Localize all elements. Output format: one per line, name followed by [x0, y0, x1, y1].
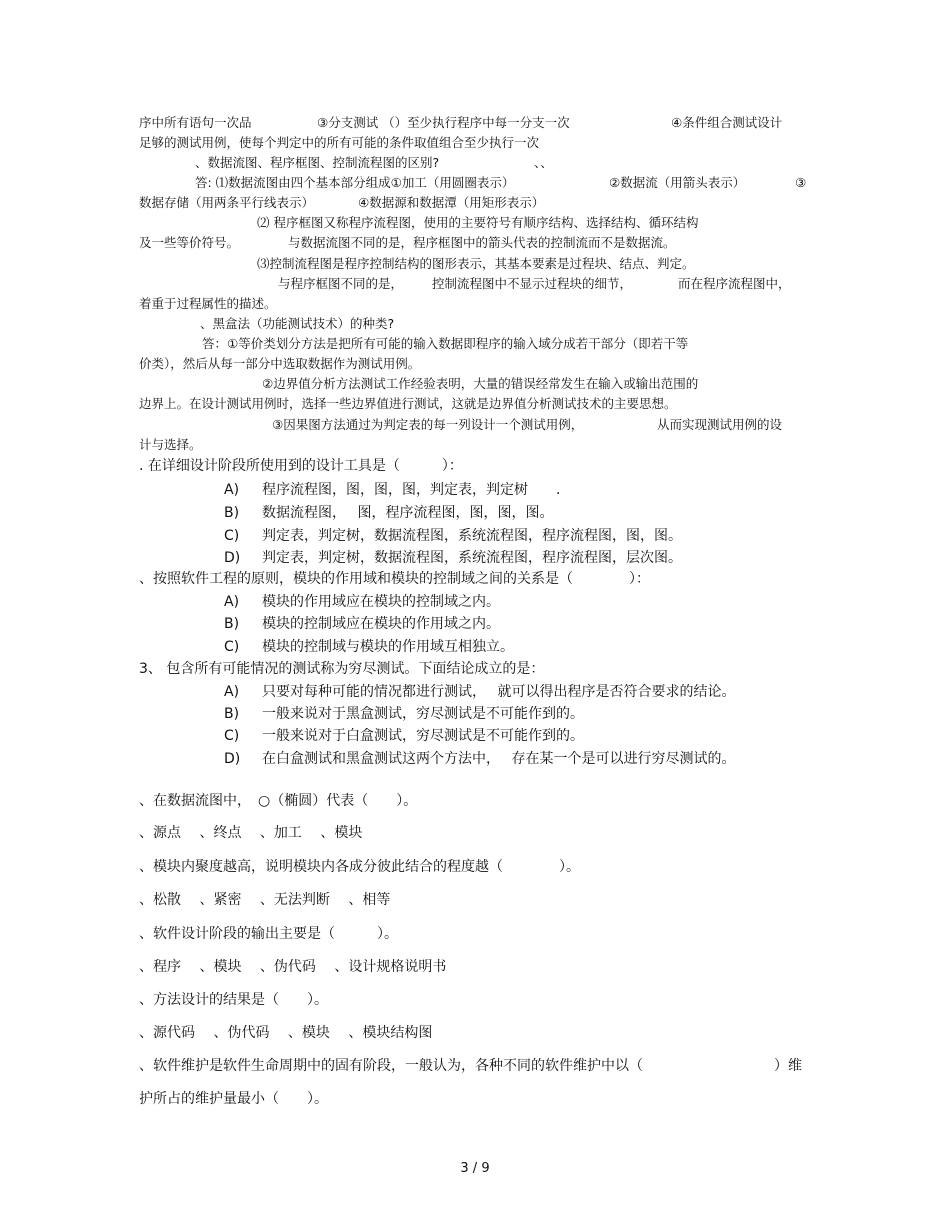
question-1-option-text: 程序流程图，图，图，图，判定表，判定树 .: [262, 482, 561, 498]
question-3-option-text: 在白盒测试和黑盒测试这两个方法中， 存在某一个是可以进行穷尽测试的。: [262, 751, 736, 767]
note-line-15: 边界上。在设计测试用例时，选择一些边界值进行测试，这就是边界值分析测试技术的主要思想。: [139, 396, 677, 411]
question-1-option-label: D): [224, 550, 241, 566]
question-2-option-text: 模块的作用域应在模块的控制域之内。: [262, 594, 500, 610]
note-line-4a: 答: ⑴数据流图由四个基本部分组成①加工（用圆圈表示）: [195, 175, 515, 190]
note-line-10: 着重于过程属性的描述。: [139, 296, 277, 311]
question-2-option-text: 模块的控制域与模块的作用域互相独立。: [262, 639, 514, 655]
note-line-5a: 数据存储（用两条平行线表示）: [139, 195, 315, 210]
question-3-option-label: D): [224, 751, 241, 767]
question-2-option-label: B): [224, 616, 240, 632]
note-line-7b: 与数据流图不同的是，程序框图中的箭头代表的控制流而不是数据流。: [288, 235, 676, 250]
question-3-option-text: 一般来说对于白盒测试，穷尽测试是不可能作到的。: [262, 728, 584, 744]
question-2-option-text: 模块的控制域应在模块的作用域之内。: [262, 616, 500, 632]
question-2-option-label: C): [224, 639, 240, 655]
question-1-stem: . 在详细设计阶段所使用到的设计工具是（ ）：: [139, 458, 463, 474]
page-number: 3 / 9: [460, 1161, 490, 1176]
question-8-stem-cont: 护所占的维护量最小（ ）。: [139, 1091, 328, 1107]
question-6-stem: 、软件设计阶段的输出主要是（ ）。: [139, 926, 398, 942]
note-line-4c: ③: [795, 175, 807, 190]
question-6-choices: 、程序 、模块 、伪代码 、设计规格说明书: [139, 959, 447, 975]
note-line-11: 、黑盒法（功能测试技术）的种类?: [200, 316, 395, 331]
question-3-option-label: B): [224, 706, 240, 722]
question-7-stem: 、方法设计的结果是（ ）。: [139, 992, 328, 1008]
note-line-3a: 、数据流图、程序框图、控制流程图的区别?: [195, 155, 440, 170]
note-line-9a: 与程序框图不同的是，: [278, 276, 404, 291]
question-2-option-label: A): [224, 594, 240, 610]
note-line-1a: 序中所有语句一次品: [139, 115, 252, 130]
note-line-1b: ③分支测试 （）至少执行程序中每一分支一次: [317, 115, 570, 130]
note-line-17: 计与选择。: [139, 437, 202, 452]
note-line-9c: 而在程序流程图中，: [678, 276, 791, 291]
question-8-stem: 、软件维护是软件生命周期中的固有阶段，一般认为，各种不同的软件维护中以（: [139, 1058, 643, 1074]
note-line-14: ②边界值分析方法测试工作经验表明，大量的错误经常发生在输入或输出范围的: [262, 376, 699, 391]
question-2-stem: 、按照软件工程的原则，模块的作用域和模块的控制域之间的关系是（ ）：: [139, 571, 650, 587]
note-line-16b: 从而实现测试用例的设: [657, 417, 783, 432]
note-line-1c: ④条件组合测试设计: [671, 115, 783, 130]
note-line-4b: ②数据流（用箭头表示）: [609, 175, 746, 190]
note-line-12: 答：①等价类划分方法是把所有可能的输入数据即程序的输入域分成若干部分（即若干等: [202, 336, 689, 351]
note-line-3b: 、、: [534, 155, 553, 170]
question-7-choices: 、源代码 、伪代码 、模块 、模块结构图: [139, 1025, 433, 1041]
note-line-5b: ④数据源和数据潭（用矩形表示）: [358, 195, 545, 210]
question-5-choices: 、松散 、紧密 、无法判断 、相等: [139, 892, 391, 908]
question-1-option-label: B): [224, 505, 240, 521]
question-3-option-text: 一般来说对于黑盒测试，穷尽测试是不可能作到的。: [262, 706, 584, 722]
question-5-stem: 、模块内聚度越高，说明模块内各成分彼此结合的程度越（ ）。: [139, 859, 580, 875]
note-line-16a: ③因果图方法通过为判定表的每一列设计一个测试用例，: [272, 417, 584, 432]
question-4-stem: 、在数据流图中， ○（椭圆）代表（ ）。: [139, 793, 418, 809]
question-4-choices: 、源点 、终点 、加工 、模块: [139, 825, 363, 841]
question-3-option-label: C): [224, 728, 240, 744]
question-3-stem: 3、 包含所有可能情况的测试称为穷尽测试。下面结论成立的是：: [139, 661, 545, 677]
note-line-6: ⑵ 程序框图又称程序流程图，使用的主要符号有顺序结构、选择结构、循环结构: [257, 215, 699, 230]
question-3-option-label: A): [224, 684, 240, 700]
question-1-option-text: 数据流程图， 图，程序流程图，图，图，图。: [262, 505, 554, 521]
question-1-option-label: C): [224, 528, 240, 544]
question-1-option-text: 判定表，判定树，数据流程图，系统流程图，程序流程图，图，图。: [262, 528, 682, 544]
question-1-option-text: 判定表，判定树，数据流程图，系统流程图，程序流程图，层次图。: [262, 550, 682, 566]
question-1-option-label: A): [224, 482, 240, 498]
note-line-2: 足够的测试用例，使每个判定中的所有可能的条件取值组合至少执行一次: [139, 135, 540, 150]
note-line-7a: 及一些等价符号。: [139, 235, 240, 250]
note-line-13: 价类），然后从每一部分中选取数据作为测试用例。: [139, 356, 421, 371]
question-3-option-text: 只要对每种可能的情况都进行测试， 就可以得出程序是否符合要求的结论。: [262, 684, 736, 700]
note-line-8: ⑶控制流程图是程序控制结构的图形表示，其基本要素是过程块、结点、判定。: [257, 256, 695, 271]
note-line-9b: 控制流程图中不显示过程块的细节，: [432, 276, 633, 291]
question-8-stem-end: ）维: [774, 1058, 802, 1074]
